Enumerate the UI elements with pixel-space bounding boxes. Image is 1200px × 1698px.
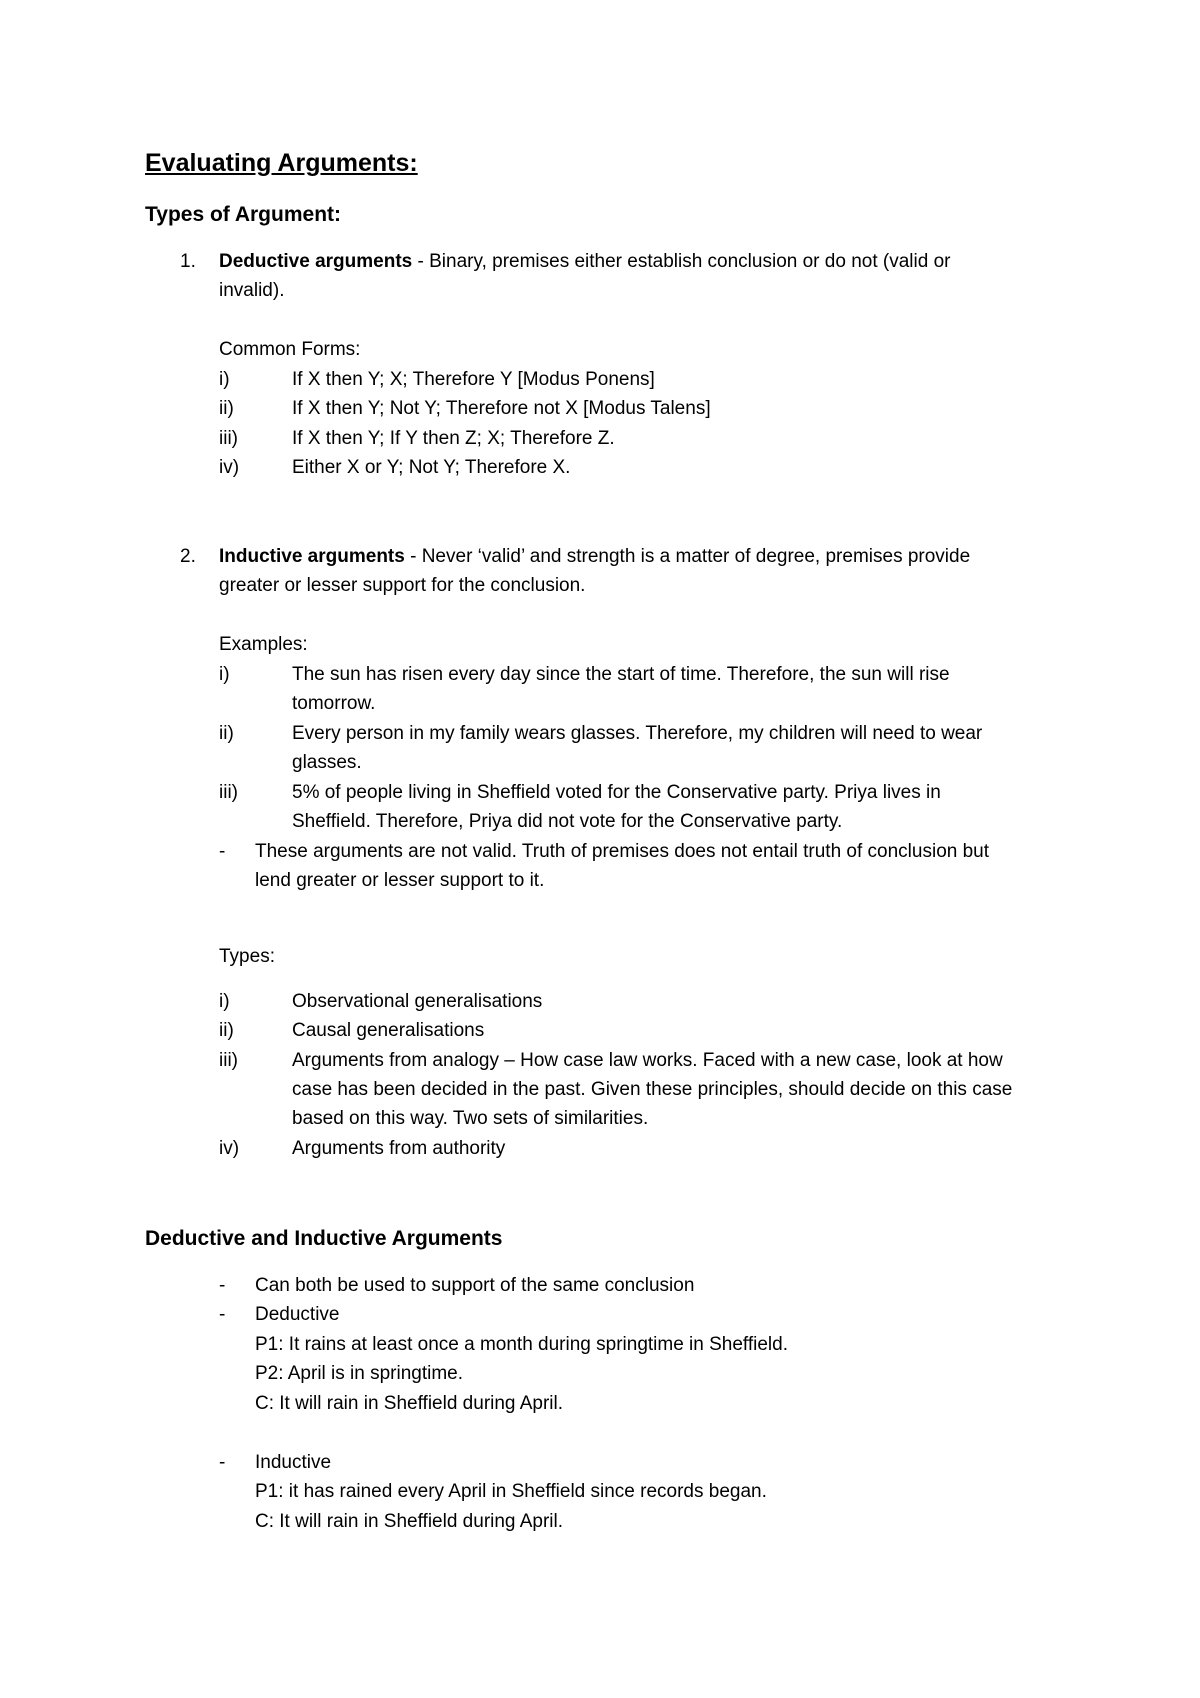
inductive-definition: [219, 545, 970, 569]
note-text: These arguments are not valid. Truth of premises does not entail truth of conclusion but: [255, 841, 990, 862]
deductive-term: Deductive arguments: [219, 251, 413, 272]
examples-label: Examples:: [219, 634, 308, 655]
inductive-term: Inductive arguments: [219, 546, 405, 567]
bullet-item: Inductive: [255, 1452, 332, 1473]
premise-line: P2: April is in springtime.: [255, 1363, 464, 1384]
example-numeral: i): [219, 664, 230, 685]
form-item: Either X or Y; Not Y; Therefore X.: [292, 457, 571, 478]
type-item: Arguments from authority: [292, 1138, 506, 1159]
form-item: If X then Y; X; Therefore Y [Modus Ponens]: [292, 369, 655, 390]
example-numeral: ii): [219, 723, 234, 744]
bullet-dash: -: [219, 1304, 226, 1325]
form-numeral: iv): [219, 457, 240, 478]
form-item: If X then Y; If Y then Z; X; Therefore Z.: [292, 428, 615, 449]
example-item-cont: glasses.: [292, 752, 362, 773]
deductive-definition-text: - Binary, premises either establish conclusion or do not (valid or: [412, 251, 951, 272]
example-item: The sun has risen every day since the start of time. Therefore, the sun will rise: [292, 664, 950, 685]
bullet-dash: -: [219, 1452, 226, 1473]
type-numeral: iv): [219, 1138, 240, 1159]
premise-line: P1: It rains at least once a month during springtime in Sheffield.: [255, 1334, 789, 1355]
premise-line: P1: it has rained every April in Sheffield since records began.: [255, 1481, 767, 1502]
example-item-cont: Sheffield. Therefore, Priya did not vote for the Conservative party.: [292, 811, 843, 832]
types-heading: Types of Argument:: [145, 203, 342, 226]
type-item: Causal generalisations: [292, 1020, 485, 1041]
bullet-dash: -: [219, 1275, 226, 1296]
list-number: 1.: [180, 251, 196, 272]
bullet-item: Can both be used to support of the same conclusion: [255, 1275, 695, 1296]
conclusion-line: C: It will rain in Sheffield during April.: [255, 1511, 564, 1532]
example-item-cont: tomorrow.: [292, 693, 376, 714]
common-forms-label: Common Forms:: [219, 339, 361, 360]
note-dash: -: [219, 841, 226, 862]
deductive-definition: [219, 250, 950, 274]
list-number: 2.: [180, 546, 196, 567]
type-numeral: ii): [219, 1020, 234, 1041]
note-text-cont: lend greater or lesser support to it.: [255, 870, 545, 891]
section-heading: Deductive and Inductive Arguments: [145, 1227, 503, 1250]
form-numeral: iii): [219, 428, 238, 449]
deductive-definition-cont: invalid).: [219, 280, 285, 301]
form-numeral: i): [219, 369, 230, 390]
page-title: Evaluating Arguments:: [145, 149, 418, 177]
example-numeral: iii): [219, 782, 238, 803]
type-numeral: iii): [219, 1050, 238, 1071]
types-label: Types:: [219, 946, 275, 967]
form-item: If X then Y; Not Y; Therefore not X [Modus Talens]: [292, 398, 711, 419]
inductive-definition-cont: greater or lesser support for the conclusion.: [219, 575, 586, 596]
type-numeral: i): [219, 991, 230, 1012]
conclusion-line: C: It will rain in Sheffield during April.: [255, 1393, 564, 1414]
type-item-cont: based on this way. Two sets of similarities.: [292, 1108, 649, 1129]
bullet-item: Deductive: [255, 1304, 340, 1325]
type-item: Observational generalisations: [292, 991, 543, 1012]
example-item: 5% of people living in Sheffield voted for the Conservative party. Priya lives in: [292, 782, 941, 803]
type-item-cont: case has been decided in the past. Given these principles, should decide on this case: [292, 1079, 1013, 1100]
example-item: Every person in my family wears glasses. Therefore, my children will need to wear: [292, 723, 983, 744]
inductive-definition-text: - Never ‘valid’ and strength is a matter of degree, premises provide: [404, 546, 971, 567]
form-numeral: ii): [219, 398, 234, 419]
type-item: Arguments from analogy – How case law works. Faced with a new case, look at how: [292, 1050, 1003, 1071]
